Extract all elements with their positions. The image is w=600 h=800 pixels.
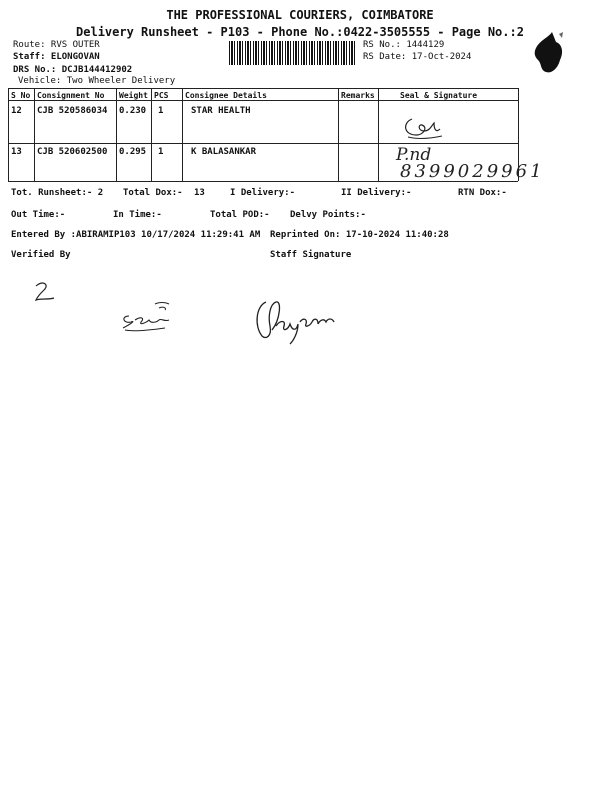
runsheet-title: Delivery Runsheet - P103 - Phone No.:0422-3505555 - Page No.:2 <box>76 25 524 39</box>
col-header-consignee: Consignee Details <box>185 91 267 100</box>
staff-signature-handwritten <box>252 296 342 346</box>
drs-number: DRS No.: DCJB144412902 <box>13 65 133 75</box>
col-header-sno: S No <box>11 91 31 100</box>
col-header-seal-signature: Seal & Signature <box>400 91 478 100</box>
table-row-2-pcs: 1 <box>158 147 164 157</box>
route-label: Route: RVS OUTER <box>13 40 100 50</box>
table-row-1-sno: 12 <box>11 106 22 116</box>
verified-by: Verified By <box>11 250 71 260</box>
total-dox-value: 13 <box>194 188 205 198</box>
rs-number: RS No.: 1444129 <box>363 40 445 50</box>
table-row-2-sno: 13 <box>11 147 22 157</box>
handwritten-initials: P.nd <box>396 145 432 165</box>
table-row-2-weight: 0.295 <box>119 147 147 157</box>
table-row-2-consignee: K BALASANKAR <box>191 147 257 157</box>
vehicle-label: Vehicle: Two Wheeler Delivery <box>18 76 176 86</box>
i-delivery: I Delivery:- <box>230 188 296 198</box>
total-pod: Total POD:- <box>210 210 270 220</box>
col-header-pcs: PCS <box>154 91 169 100</box>
ii-delivery: II Delivery:- <box>341 188 412 198</box>
barcode <box>229 41 356 65</box>
table-row-1-pcs: 1 <box>158 106 164 116</box>
table-row-1-weight: 0.230 <box>119 106 147 116</box>
rs-date: RS Date: 17-Oct-2024 <box>363 52 472 62</box>
out-time: Out Time:- <box>11 210 66 220</box>
table-row-1-consignment: CJB 520586034 <box>37 106 108 116</box>
signature-row-1 <box>398 115 446 143</box>
delvy-points: Delvy Points:- <box>290 210 366 220</box>
in-time: In Time:- <box>113 210 162 220</box>
staff-label: Staff: ELONGOVAN <box>13 52 100 62</box>
corner-stamp-mark <box>532 30 566 76</box>
rtn-dox: RTN Dox:- <box>458 188 507 198</box>
tot-runsheet: Tot. Runsheet:- 2 <box>11 188 104 198</box>
total-dox-label: Total Dox:- <box>123 188 183 198</box>
company-title: THE PROFESSIONAL COURIERS, COIMBATORE <box>166 8 434 22</box>
entered-by: Entered By :ABIRAMIP103 10/17/2024 11:29:41 AM <box>11 230 261 240</box>
col-header-weight: Weight <box>119 91 148 100</box>
verifier-mark <box>30 280 64 306</box>
col-header-remarks: Remarks <box>341 91 375 100</box>
col-header-consignment: Consignment No <box>37 91 105 100</box>
table-row-2-consignment: CJB 520602500 <box>37 147 108 157</box>
reprinted-on: Reprinted On: 17-10-2024 11:40:28 <box>270 230 449 240</box>
verifier-signature <box>115 296 179 332</box>
table-row-1-consignee: STAR HEALTH <box>191 106 251 116</box>
staff-signature-label: Staff Signature <box>270 250 352 260</box>
handwritten-phone: 8399029961 <box>400 161 545 182</box>
